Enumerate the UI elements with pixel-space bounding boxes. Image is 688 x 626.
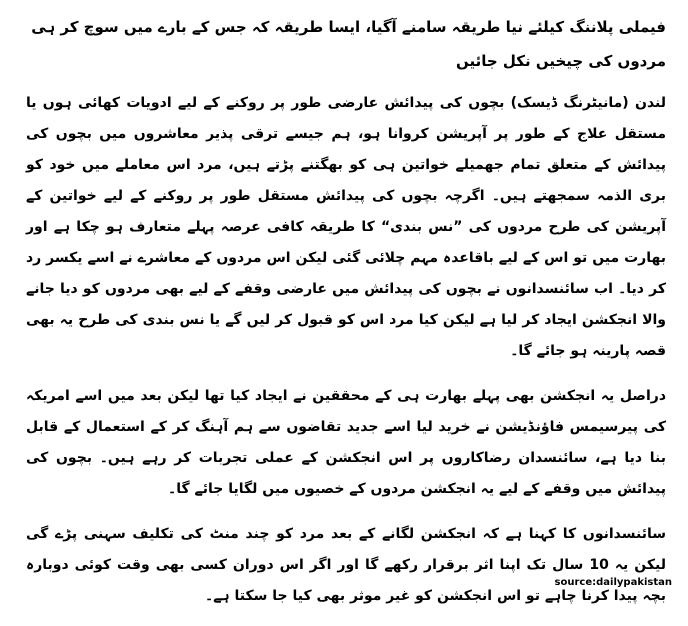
article-paragraph-3: سائنسدانوں کا کہنا ہے کہ انجکشن لگانے کے بعد مرد کو چند منٹ کی تکلیف سہنی پڑے گی لیکن یہ 10 سال تک اپنا اثر برقرار رکھے گا اور اگر اس دوران کسی بھی وقت کوئی دوبارہ بچہ پیدا کرنا چاہے تو اس انجکشن کو غیر موثر بھی کیا جا سکتا ہے۔ xyxy=(26,526,666,604)
article-paragraph-2: دراصل یہ انجکشن بھی پہلے بھارت ہی کے محققین نے ایجاد کیا تھا لیکن بعد میں اسے امریکہ کی پیرسیمس فاؤنڈیشن نے خرید لیا اسے جدید تقاضوں سے ہم آہنگ کر کے استعمال کے قابل بنا دیا ہے، سائنسدان رضاکاروں پر اس انجکشن کے عملی تجربات کر رہے ہیں۔ بچوں کی پیدائش میں وقفے کے لیے یہ انجکشن مردوں کے خصیوں میں لگایا جائے گا۔ xyxy=(26,388,666,497)
article-headline: فیملی پلاننگ کیلئے نیا طریقہ سامنے آگیا، ایسا طریقہ کہ جس کے بارے میں سوچ کر ہی مردوں کی چیخیں نکل جائیں xyxy=(31,18,666,70)
article xyxy=(26,10,666,626)
source-credit: source:dailypakistan xyxy=(554,577,672,588)
article-paragraph-1: لندن (مانیٹرنگ ڈیسک) بچوں کی پیدائش عارضی طور پر روکنے کے لیے ادویات کھائی ہوں یا مستقل علاج کے طور پر آپریشن کروانا ہو، ہم جیسے ترقی پذیر معاشروں میں بچوں کی پیدائش کے متعلق تمام جھمیلے خواتین ہی کو بھگتنے پڑتے ہیں، مرد اس معاملے میں خود کو بری الذمہ سمجھتے ہیں۔ اگرچہ بچوں کی پیدائش مستقل طور پر روکنے کے لیے خواتین کے آپریشن کی طرح مردوں کی ”نس بندی“ کا طریقہ کافی عرصہ پہلے متعارف ہو چکا ہے اور بھارت میں تو اس کے لیے باقاعدہ مہم چلائی گئی لیکن اس مردوں کے معاشرے نے اسے یکسر رد کر دیا۔ اب سائنسدانوں نے بچوں کی پیدائش میں عارضی وقفے کے لیے بھی مردوں کو دیا جانے والا انجکشن ایجاد کر لیا ہے لیکن کیا مرد اس کو قبول کر لیں گے یا نس بندی کی طرح یہ بھی قصہ پارینہ ہو جائے گا۔ xyxy=(26,95,666,359)
